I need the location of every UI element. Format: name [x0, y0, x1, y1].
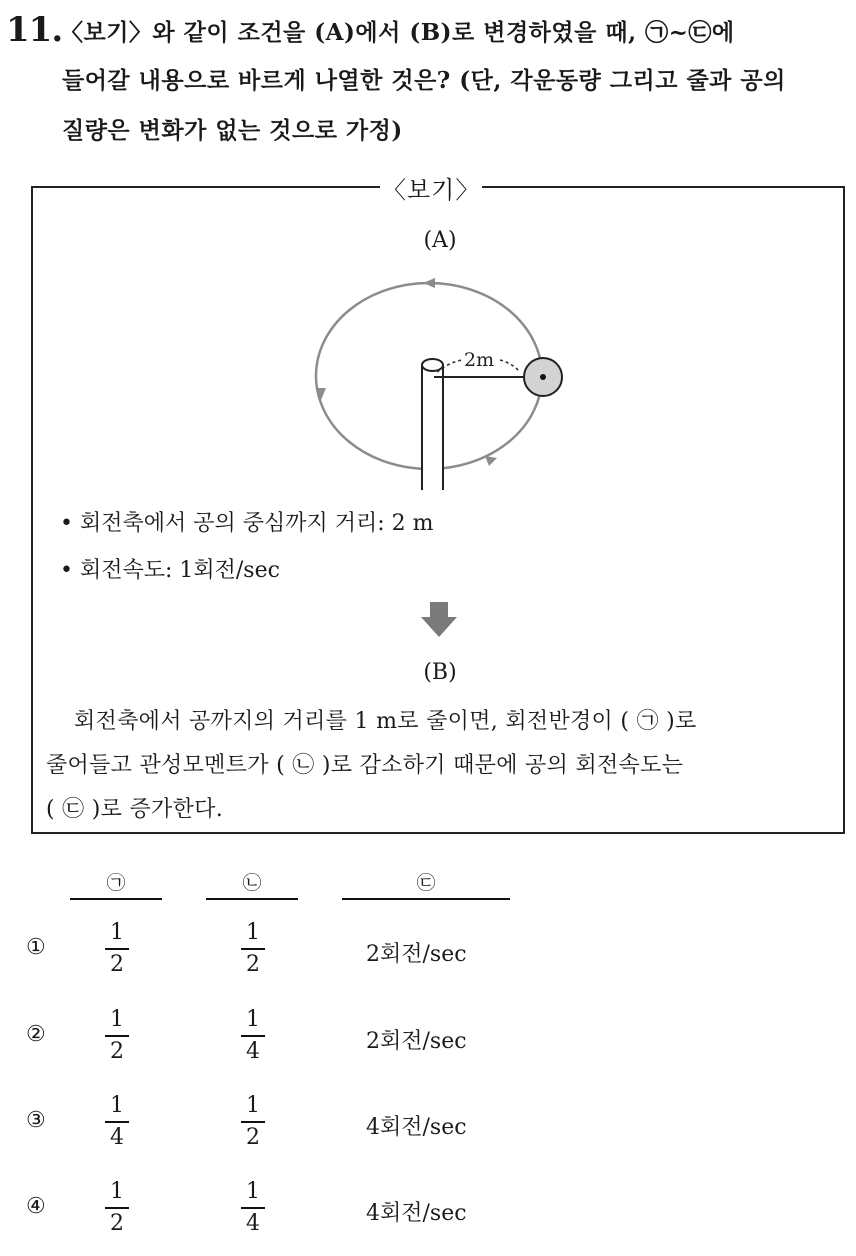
paragraph-line-1: 회전축에서 공까지의 거리를 1 m로 줄이면, 회전반경이 ( ㉠ )로	[74, 709, 697, 734]
numerator: 1	[110, 1007, 124, 1032]
header-b: ㉡	[242, 872, 262, 894]
fraction-a	[105, 920, 129, 978]
rotation-rate: 2회전/sec	[366, 1029, 467, 1054]
header-a: ㉠	[106, 872, 126, 894]
denominator: 4	[110, 1125, 124, 1150]
fraction-a	[105, 1093, 129, 1151]
paragraph-line-3: ( ㉢ )로 증가한다.	[46, 797, 223, 822]
denominator: 2	[110, 952, 124, 977]
paragraph-line-2: 줄어들고 관성모멘트가 ( ㉡ )로 감소하기 때문에 공의 회전속도는	[46, 753, 684, 778]
header-c: ㉢	[416, 872, 436, 894]
rotation-rate: 2회전/sec	[366, 942, 467, 967]
option-marker[interactable]: ④	[26, 1194, 46, 1219]
fraction-b	[241, 920, 265, 978]
denominator: 4	[246, 1211, 260, 1236]
question-line-2: 들어갈 내용으로 바르게 나열한 것은? (단, 각운동량 그리고 줄과 공의	[62, 67, 786, 94]
distance-label: 2m	[464, 349, 495, 371]
example-box-title: 〈보기〉	[380, 170, 482, 205]
fraction-a	[105, 1179, 129, 1237]
part-a-label: (A)	[423, 228, 457, 253]
orbit-arrow-bottom-icon	[485, 456, 497, 466]
numerator: 1	[246, 1179, 260, 1204]
header-c-rule	[342, 898, 510, 900]
option-marker[interactable]: ③	[26, 1108, 46, 1133]
rotation-rate: 4회전/sec	[366, 1115, 467, 1140]
header-b-rule	[206, 898, 298, 900]
header-a-rule	[70, 898, 162, 900]
down-arrow-icon	[421, 602, 457, 637]
numerator: 1	[110, 1093, 124, 1118]
option-marker[interactable]: ②	[26, 1022, 46, 1047]
question-number: 11.	[6, 10, 63, 50]
orbit-arrow-top-icon	[423, 278, 435, 288]
bullet-speed: • 회전속도: 1회전/sec	[60, 558, 280, 583]
ball-center-dot	[540, 374, 546, 380]
denominator: 2	[246, 1125, 260, 1150]
numerator: 1	[246, 1093, 260, 1118]
denominator: 2	[110, 1211, 124, 1236]
denominator: 2	[246, 952, 260, 977]
denominator: 2	[110, 1039, 124, 1064]
pole-top	[422, 359, 443, 371]
part-b-label: (B)	[423, 660, 457, 685]
fraction-b	[241, 1007, 265, 1065]
rotation-rate: 4회전/sec	[366, 1201, 467, 1226]
question-line-1: 〈보기〉와 같이 조건을 (A)에서 (B)로 변경하였을 때, ㉠~㉢에	[60, 19, 735, 46]
numerator: 1	[110, 1179, 124, 1204]
fraction-a	[105, 1007, 129, 1065]
fraction-b	[241, 1093, 265, 1151]
bullet-distance: • 회전축에서 공의 중심까지 거리: 2 m	[60, 511, 434, 536]
option-marker[interactable]: ①	[26, 935, 46, 960]
denominator: 4	[246, 1039, 260, 1064]
question-line-3: 질량은 변화가 없는 것으로 가정)	[62, 117, 403, 144]
numerator: 1	[110, 920, 124, 945]
numerator: 1	[246, 1007, 260, 1032]
pole	[422, 365, 443, 490]
fraction-b	[241, 1179, 265, 1237]
numerator: 1	[246, 920, 260, 945]
dimension-arc-right	[500, 360, 520, 372]
